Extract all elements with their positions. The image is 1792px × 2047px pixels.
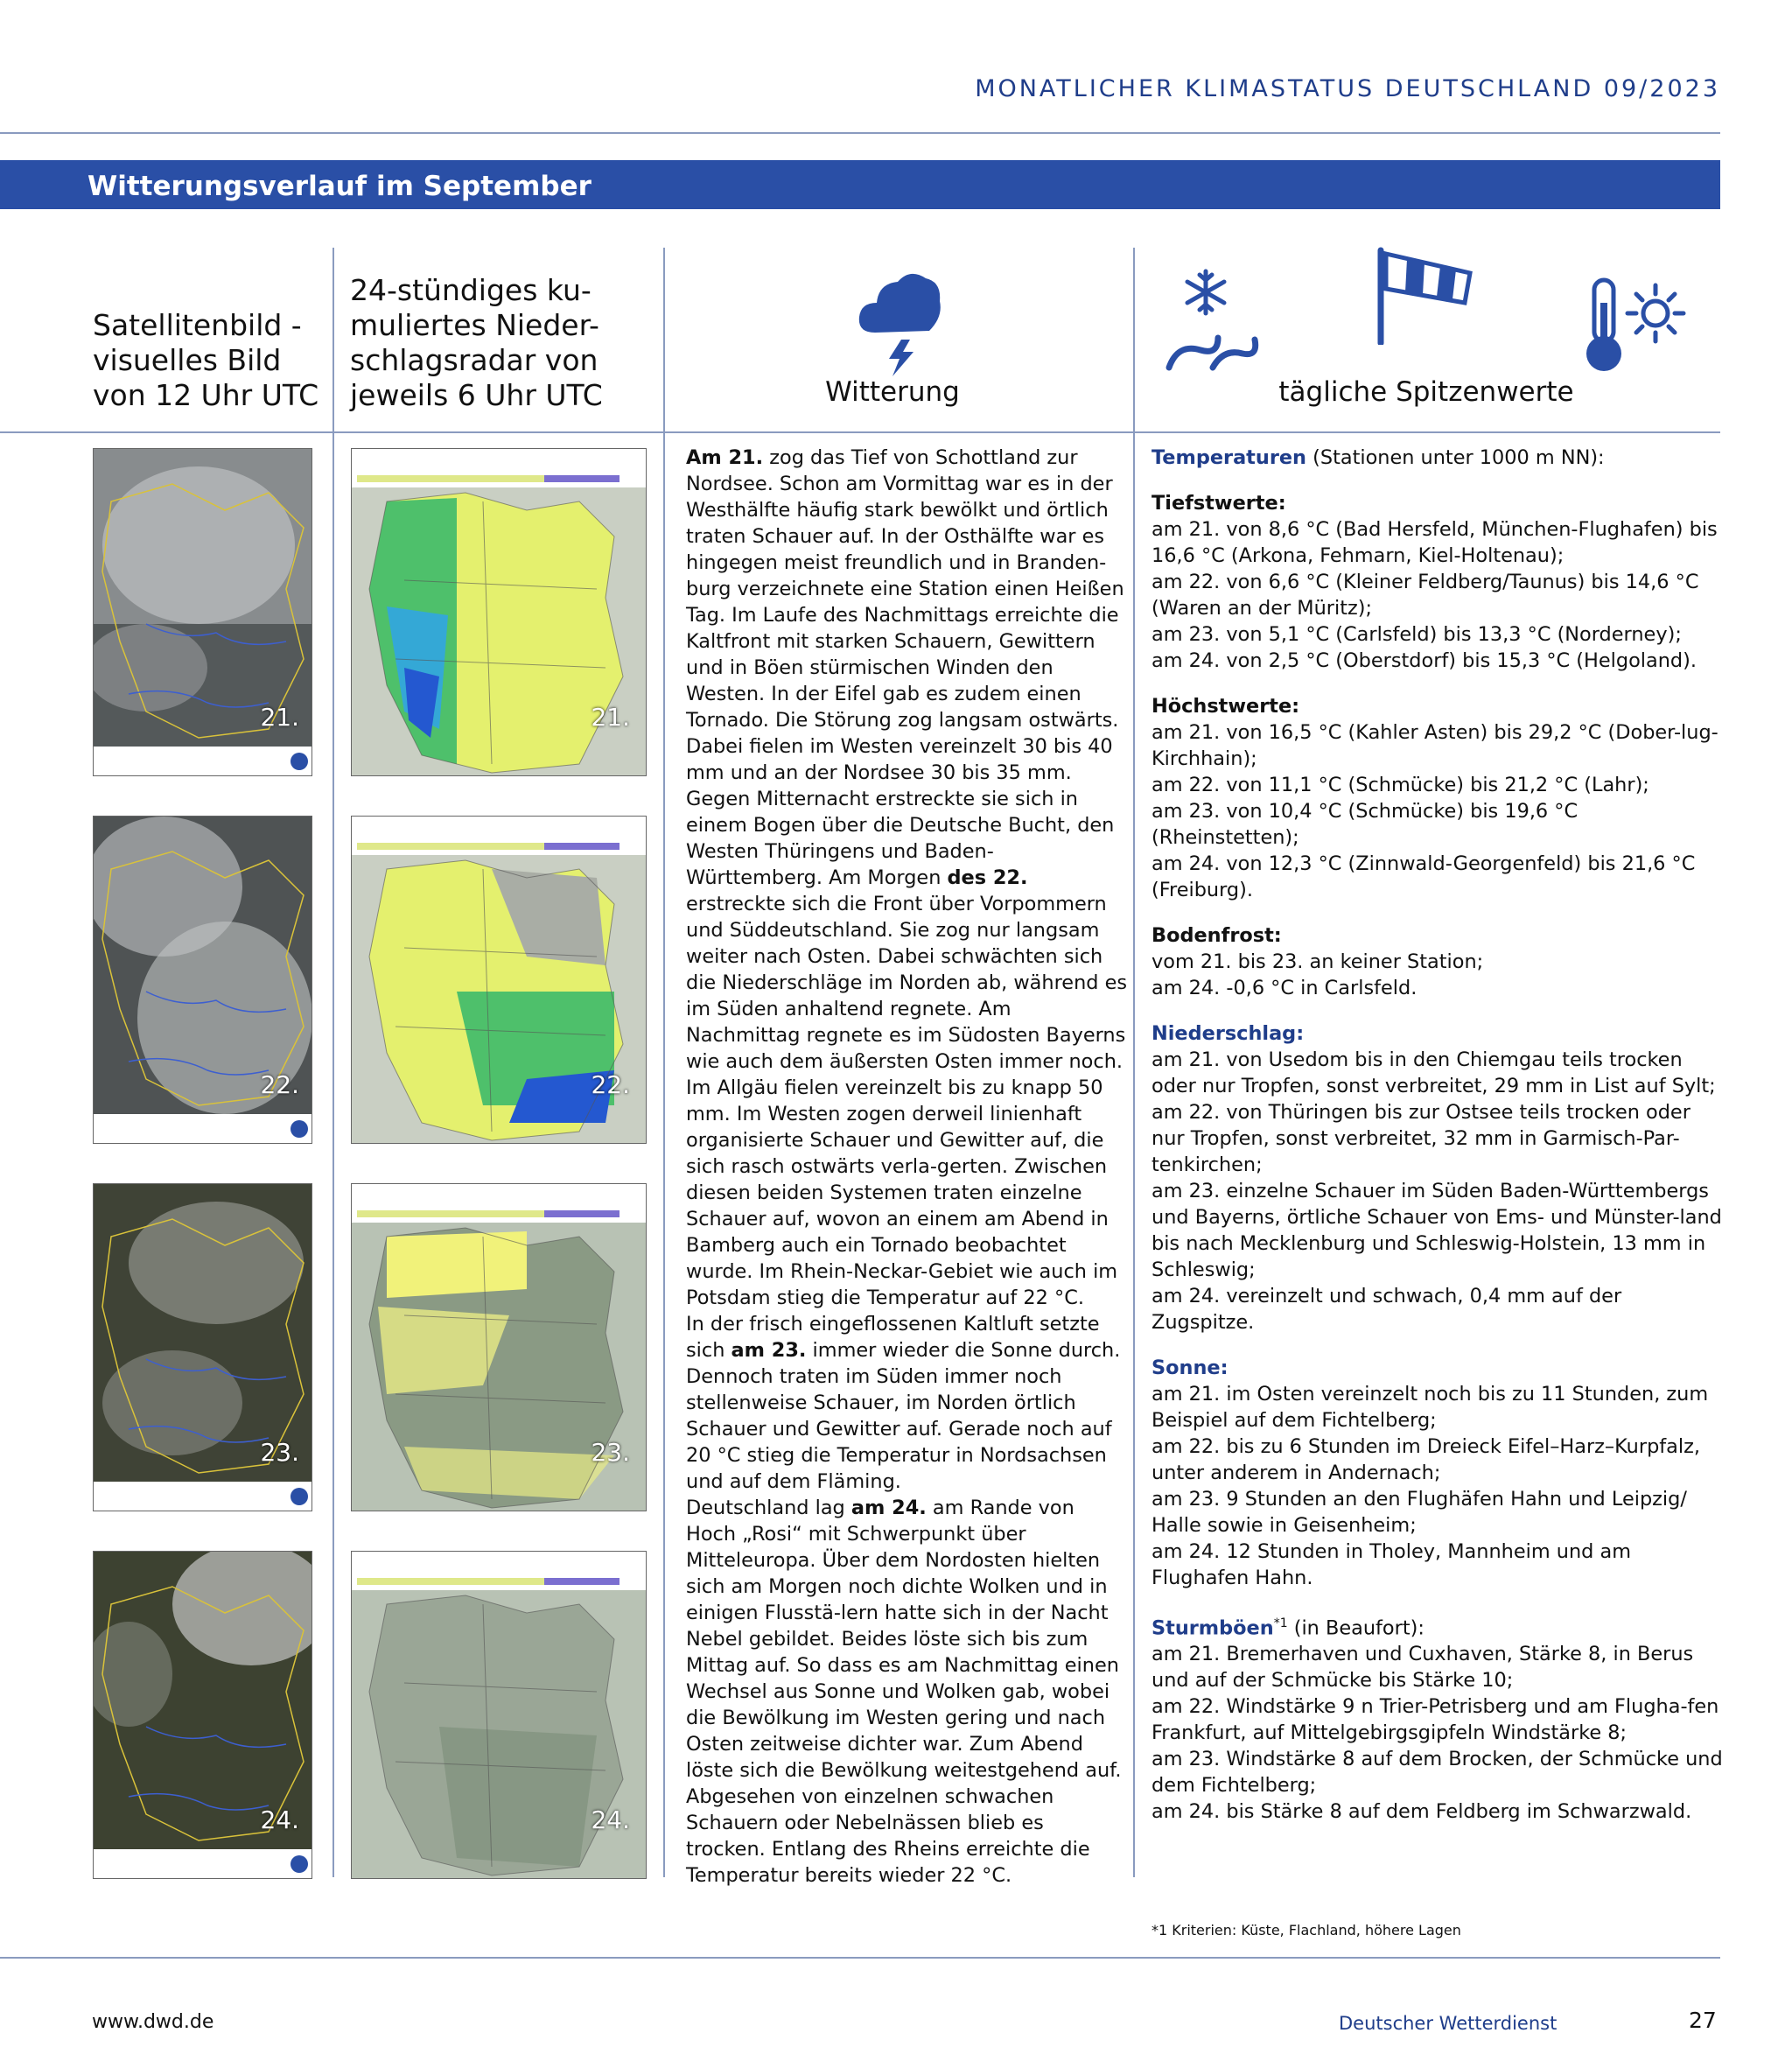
min-temp-line: am 22. von 6,6 °C (Kleiner Feldberg/Taunus) bis 14,6 °C (Waren an der Müritz);	[1152, 571, 1699, 620]
column-divider-1	[332, 248, 334, 1877]
ground-frost-line: am 24. -0,6 °C in Carlsfeld.	[1152, 977, 1418, 999]
temperature-heading	[1152, 445, 1726, 471]
satellite-image-day-22	[93, 816, 312, 1144]
peaks-column-heading: tägliche Spitzenwerte	[1278, 376, 1574, 408]
narrative-text: am Rande von Hoch „Rosi“ mit Schwerpunkt über Mitteleuropa. Über dem Nordosten hielten sich am Morgen noch dichte Wolken und in einigen Flusstä-lern hatte sich in der Nacht Nebel gebildet. Beides löste sich bis zum Mittag auf. So dass es am Nachmittag einen Wechsel aus Sonne und Wolken gab, wobei die Bewölkung im Westen gering und nach Osten zeitweise dichter war. Zum Abend löste sich die Bewölkung weitestgehend auf. Abgesehen von einzelnen schwachen Schauern oder Nebelnässen blieb es trocken. Entlang des Rheins erreichte die Temperatur bereits wieder 22 °C.	[686, 1497, 1122, 1887]
precipitation-heading: Niederschlag:	[1152, 1022, 1305, 1045]
sunshine-line: am 21. im Osten vereinzelt noch bis zu 11 Stunden, zum Beispiel auf dem Fichtelberg;	[1152, 1383, 1709, 1432]
precipitation-line: am 22. von Thüringen bis zur Ostsee teils trocken oder nur Tropfen, sonst verbreitet, 32 mm in Garmisch-Par-tenkirchen;	[1152, 1101, 1690, 1176]
radar-day-label: 22.	[591, 1070, 630, 1099]
satellite-heading-line: visuelles Bild	[93, 343, 282, 377]
max-temp-heading: Höchstwerte:	[1152, 695, 1300, 718]
min-temp-line: am 23. von 5,1 °C (Carlsfeld) bis 13,3 °C (Norderney);	[1152, 623, 1682, 646]
precipitation-line: am 23. einzelne Schauer im Süden Baden-Württembergs und Bayerns, örtliche Schauer von Ems- und Münster-land bis nach Mecklenburg und Schleswig-Holstein, 13 mm in Schleswig;	[1152, 1180, 1722, 1281]
radar-heading-line: 24-stündiges ku-	[350, 273, 592, 307]
radar-heading-line: schlagsradar von	[350, 343, 598, 377]
narrative-paragraph	[686, 445, 1129, 1311]
satellite-image-day-21	[93, 448, 312, 776]
sunshine-heading: Sonne:	[1152, 1356, 1228, 1379]
satellite-day-label: 21.	[260, 703, 299, 732]
date-highlight: am 24.	[850, 1497, 927, 1519]
sunshine-line: am 24. 12 Stunden in Tholey, Mannheim und am Flughafen Hahn.	[1152, 1540, 1632, 1589]
narrative-paragraph	[686, 1495, 1129, 1889]
gusts-line: am 23. Windstärke 8 auf dem Brocken, der Schmücke und dem Fichtelberg;	[1152, 1748, 1723, 1798]
page-number: 27	[1689, 2008, 1717, 2033]
satellite-image-day-23	[93, 1183, 312, 1511]
narrative-text: erstreckte sich die Front über Vorpommern und Süddeutschland. Sie zog nur langsam weiter nach Osten. Dabei schwächten sich die Niederschläge im Norden ab, während es im Süden anhaltend regnete. Am Nachmittag regnete es im Südosten Bayerns wie auch dem äußersten Osten immer noch. Im Allgäu fielen vereinzelt bis zu knapp 50 mm. Im Westen zogen derweil linienhaft organisierte Schauer und Gewitter auf, die sich rasch ostwärts verla-gerten. Zwischen diesen beiden Systemen traten einzelne Schauer auf, wovon an einem am Abend in Bamberg auch ein Tornado beobachtet wurde. Im Rhein-Neckar-Gebiet wie auch im Potsdam stieg die Temperatur auf 22 °C.	[686, 893, 1128, 1309]
narrative-text: zog das Tief von Schottland zur Nordsee. Schon am Vormittag war es in der Westhälfte häufig stark bewölkt und örtlich traten Schauer auf. In der Osthälfte war es hingegen meist freundlich und in Branden-burg verzeichnete eine Station einen Heißen Tag. Im Laufe des Nachmittags erreichte die Kaltfront mit starken Schauern, Gewittern und in Böen stürmischen Winden den Westen. In der Eifel gab es zudem einen Tornado. Die Störung zog langsam ostwärts. Dabei fielen im Westen vereinzelt 30 bis 40 mm und an der Nordsee 30 bis 35 mm. Gegen Mitternacht erstreckte sie sich in einem Bogen über die Deutsche Bucht, den Westen Thüringens und Baden-Württemberg. Am Morgen	[686, 446, 1124, 889]
precipitation-line: am 21. von Usedom bis in den Chiemgau teils trocken oder nur Tropfen, sonst verbreitet, 29 mm in List auf Sylt;	[1152, 1048, 1716, 1097]
narrative-paragraph	[686, 1311, 1129, 1495]
satellite-day-label: 22.	[260, 1070, 299, 1099]
radar-day-label: 23.	[591, 1438, 630, 1467]
radar-image-day-23	[351, 1183, 647, 1511]
daily-peaks	[1152, 445, 1726, 1825]
column-divider-2	[663, 248, 665, 1877]
radar-image-day-21	[351, 448, 647, 776]
radar-heading-line: muliertes Nieder-	[350, 308, 599, 342]
gusts-line: am 22. Windstärke 9 n Trier-Petrisberg und am Flugha-fen Frankfurt, auf Mittelgebirgsgipfeln Windstärke 8;	[1152, 1695, 1719, 1745]
satellite-heading-line: von 12 Uhr UTC	[93, 378, 319, 412]
section-note: (in Beaufort):	[1287, 1616, 1424, 1640]
thermometer-sun-icon	[1575, 277, 1689, 376]
radar-day-label: 24.	[591, 1805, 630, 1834]
weather-column-heading: Witterung	[825, 376, 960, 408]
radar-image-day-24	[351, 1551, 647, 1879]
sunshine-line: am 22. bis zu 6 Stunden im Dreieck Eifel–Harz–Kurpfalz, unter anderem in Andernach;	[1152, 1435, 1700, 1484]
narrative-text: Deutschland lag	[686, 1497, 851, 1519]
gusts-heading	[1152, 1610, 1726, 1641]
footer-divider	[0, 1957, 1720, 1959]
column-divider-3	[1133, 248, 1135, 1877]
max-temp-line: am 23. von 10,4 °C (Schmücke) bis 19,6 °C (Rheinstetten);	[1152, 800, 1578, 849]
date-highlight: Am 21.	[686, 446, 764, 469]
radar-day-label: 21.	[591, 703, 630, 732]
max-temp-line: am 24. von 12,3 °C (Zinnwald-Georgenfeld) bis 21,6 °C (Freiburg).	[1152, 852, 1696, 901]
weather-narrative	[686, 445, 1129, 1889]
section-banner	[0, 160, 1720, 209]
header-row-divider	[0, 431, 1720, 433]
footnote-marker: *1	[1273, 1616, 1288, 1630]
section-heading: Sturmböen	[1152, 1616, 1274, 1640]
satellite-day-label: 24.	[260, 1805, 299, 1834]
date-highlight: des 22.	[947, 866, 1028, 889]
min-temp-line: am 24. von 2,5 °C (Oberstdorf) bis 15,3 °C (Helgoland).	[1152, 649, 1697, 672]
thunderstorm-cloud-icon	[856, 256, 943, 378]
narrative-text: immer wieder die Sonne durch. Dennoch traten im Süden immer noch stellenweise Schauer, im Norden örtlich Schauer und Gewitter auf. Gerade noch auf 20 °C stieg die Temperatur in Nordsachsen und auf dem Fläming.	[686, 1339, 1121, 1493]
section-heading: Temperaturen	[1152, 446, 1306, 469]
min-temp-line: am 21. von 8,6 °C (Bad Hersfeld, München-Flughafen) bis 16,6 °C (Arkona, Fehmarn, Kiel-Holtenau);	[1152, 518, 1718, 567]
satellite-column-heading	[93, 308, 318, 413]
ground-frost-heading: Bodenfrost:	[1152, 924, 1282, 947]
date-highlight: am 23.	[731, 1339, 807, 1362]
ground-frost-line: vom 21. bis 23. an keiner Station;	[1152, 950, 1484, 973]
radar-heading-line: jeweils 6 Uhr UTC	[350, 378, 603, 412]
radar-column-heading	[350, 273, 603, 413]
max-temp-line: am 22. von 11,1 °C (Schmücke) bis 21,2 °C (Lahr);	[1152, 774, 1649, 796]
sunshine-line: am 23. 9 Stunden an den Flughäfen Hahn und Leipzig/ Halle sowie in Geisenheim;	[1152, 1488, 1687, 1537]
website-link[interactable]: www.dwd.de	[92, 2011, 214, 2033]
section-title: Witterungsverlauf im September	[88, 171, 592, 202]
organization-name: Deutscher Wetterdienst	[1339, 2013, 1558, 2034]
radar-image-day-22	[351, 816, 647, 1144]
gusts-line: am 21. Bremerhaven und Cuxhaven, Stärke 8, in Berus und auf der Schmücke bis Stärke 10;	[1152, 1643, 1694, 1693]
satellite-image-day-24	[93, 1551, 312, 1879]
satellite-day-label: 23.	[260, 1438, 299, 1467]
gusts-line: am 24. bis Stärke 8 auf dem Feldberg im Schwarzwald.	[1152, 1800, 1692, 1824]
header-divider	[0, 132, 1720, 134]
footnote: *1 Kriterien: Küste, Flachland, höhere Lagen	[1152, 1922, 1461, 1938]
satellite-heading-line: Satellitenbild -	[93, 308, 302, 342]
min-temp-heading: Tiefstwerte:	[1152, 492, 1286, 515]
snowflake-slippery-road-icon	[1160, 266, 1265, 376]
precipitation-line: am 24. vereinzelt und schwach, 0,4 mm auf der Zugspitze.	[1152, 1285, 1622, 1334]
max-temp-line: am 21. von 16,5 °C (Kahler Asten) bis 29,2 °C (Dober-lug-Kirchhain);	[1152, 721, 1718, 770]
section-note: (Stationen unter 1000 m NN):	[1306, 446, 1605, 469]
report-title: MONATLICHER KLIMASTATUS DEUTSCHLAND 09/2023	[975, 75, 1720, 102]
narrative-text: In der frisch eingeflossenen Kaltluft setzte sich	[686, 1313, 1100, 1362]
windsock-icon	[1374, 247, 1474, 345]
